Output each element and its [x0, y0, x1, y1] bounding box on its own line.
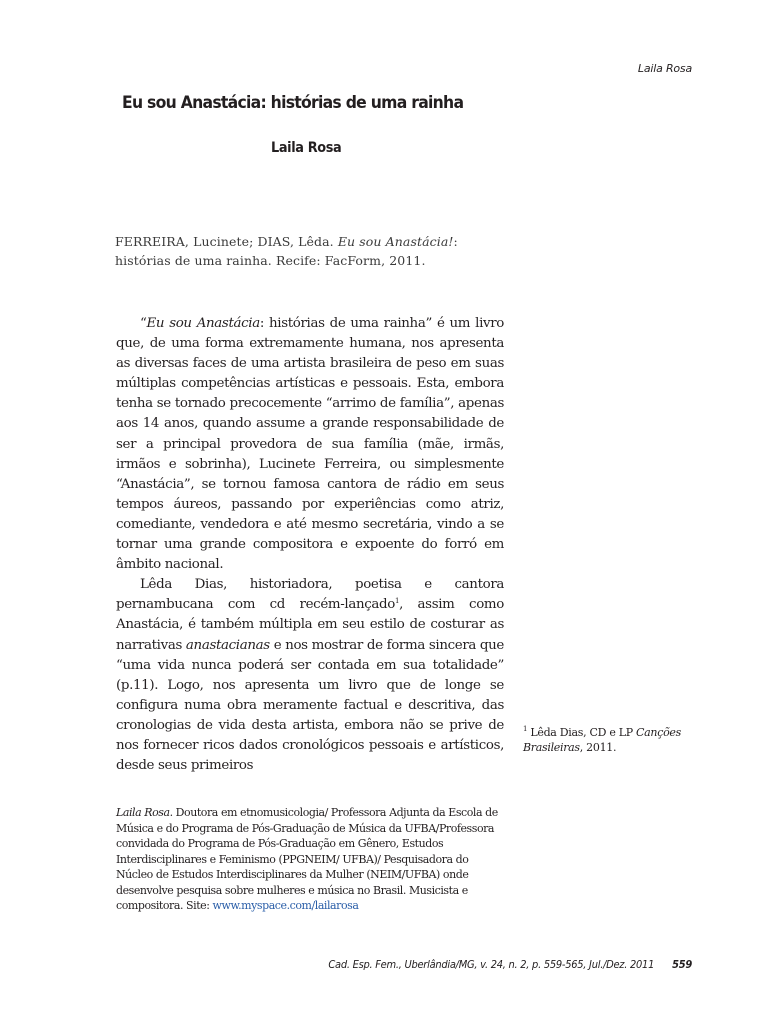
- reference-details: : histórias de uma rainha. Recife: FacForm, 2011.: [115, 234, 458, 268]
- reference-authors: FERREIRA, Lucinete; DIAS, Lêda.: [115, 234, 334, 249]
- footnote-marker: 1: [523, 725, 528, 733]
- article-title: Eu sou Anastácia: histórias de uma rainha: [122, 93, 464, 113]
- paragraph-1-text: : histórias de uma rainha” é um livro que, de uma forma extremamente humana, nos apresenta as diversas faces de uma artista brasileira de peso em suas múltiplas competências artísticas e pessoais. Esta, embora tenha se tornado precocemente “arrimo de família”, apenas aos 14 anos, quando assume a grande responsabilidade de ser a principal provedora de sua família (mãe, irmãs, irmãos e sobrinha), Lucinete Ferreira, ou simplesmente “Anastácia”, se tornou famosa cantora de rádio em seus tempos áureos, passando por experiências como atriz, comediante, vendedora e até mesmo secretária, vindo a se tornar uma grande compositora e expoente do forró em âmbito nacional.: [116, 316, 504, 573]
- paragraph-2-text-b: , assim como Anastácia, é também múltipla em seu estilo de costurar as narrativas: [116, 597, 504, 653]
- bio-site-link[interactable]: www.myspace.com/lailarosa: [212, 899, 359, 912]
- paragraph-2-text-c: e nos mostrar de forma sincera que “uma vida nunca poderá ser contada em sua totalidade” (p.11). Logo, nos apresenta um livro que de longe se configura numa obra meramente factual e descritiva, das cronologias de vida desta artista, embora não se prive de nos fornecer ricos dados cronológicos pessoais e artísticos, desde seus primeiros: [116, 637, 504, 774]
- footnote: [523, 725, 703, 755]
- paragraph-2-italic: anastacianas: [185, 637, 270, 653]
- open-quote: “: [140, 316, 147, 331]
- author-bio: [116, 805, 506, 914]
- footnote-text-b: , 2011.: [579, 741, 617, 754]
- journal-citation: Cad. Esp. Fem., Uberlândia/MG, v. 24, n. 2, p. 559-565, Jul./Dez. 2011: [328, 958, 655, 971]
- reference-book-title: Eu sou Anastácia!: [337, 234, 454, 249]
- paragraph-2: [116, 575, 504, 776]
- paragraph-2-text-a: Lêda Dias, historiadora, poetisa e cantora pernambucana com cd recém-lançado: [116, 577, 504, 613]
- italic-book-title: Eu sou Anastácia: [146, 316, 260, 331]
- page-number: 559: [672, 958, 692, 971]
- page-footer: [328, 958, 692, 971]
- paragraph-1: [116, 314, 504, 575]
- footnote-reference[interactable]: 1: [394, 597, 400, 606]
- book-reference: [115, 232, 515, 270]
- bio-name: Laila Rosa: [116, 806, 170, 819]
- footnote-text-a: Lêda Dias, CD e LP: [527, 726, 637, 739]
- footnote-italic: Canções Brasileiras: [523, 726, 681, 754]
- bio-text: . Doutora em etnomusicologia/ Professora Adjunta da Escola de Música e do Programa de Pós-Graduação de Música da UFBA/Professora convidada do Programa de Pós-Graduação em Gênero, Estudos Interdisciplinares e Feminismo (PPGNEIM/ UFBA)/ Pesquisadora do Núcleo de Estudos Interdisciplinares da Mulher (NEIM/UFBA) onde desenvolve pesquisa sobre mulheres e música no Brasil. Musicista e compositora. Site:: [116, 806, 498, 912]
- running-head: Laila Rosa: [637, 62, 692, 75]
- review-body: [116, 314, 504, 776]
- article-author: Laila Rosa: [271, 140, 342, 156]
